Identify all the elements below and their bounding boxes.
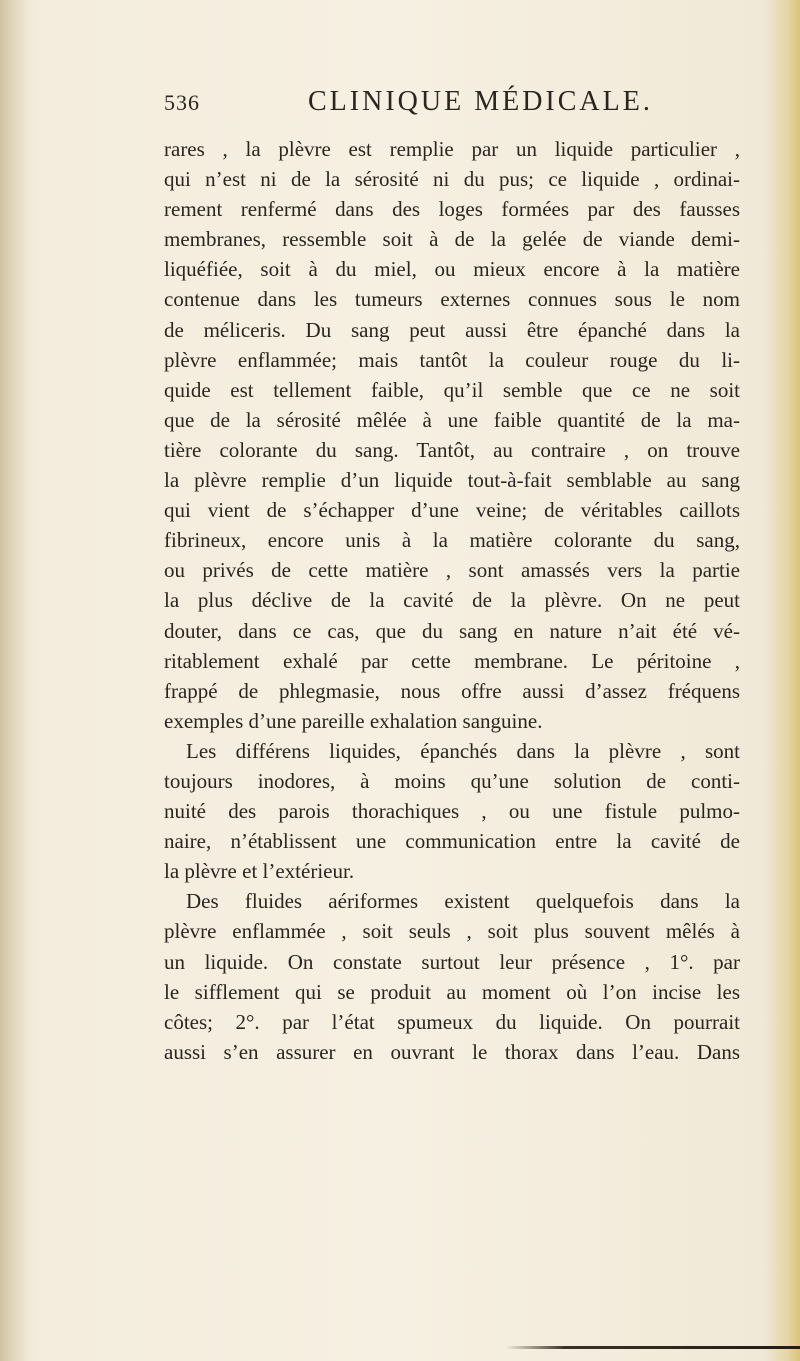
- page-bottom-rule: [505, 1346, 800, 1349]
- text-line: quide est tellement faible, qu’il semble que ce ne soit: [164, 377, 740, 402]
- text-line: la plus déclive de la cavité de la plèvre. On ne peut: [164, 588, 740, 613]
- page-header: [164, 86, 684, 126]
- text-line: douter, dans ce cas, que du sang en nature n’ait été vé-: [164, 618, 740, 643]
- page-number: 536: [164, 90, 200, 115]
- text-line: naire, n’établissent une communication entre la cavité de: [164, 829, 740, 854]
- text-line: exemples d’une pareille exhalation sanguine.: [164, 708, 543, 733]
- running-title: CLINIQUE MÉDICALE.: [308, 86, 653, 117]
- text-line: rement renfermé dans des loges formées par des fausses: [164, 197, 740, 222]
- text-line: ritablement exhalé par cette membrane. Le péritoine ,: [164, 648, 740, 673]
- text-line: la plèvre remplie d’un liquide tout-à-fait semblable au sang: [164, 468, 740, 493]
- text-line: plèvre enflammée; mais tantôt la couleur rouge du li-: [164, 347, 740, 372]
- text-line: de méliceris. Du sang peut aussi être épanché dans la: [164, 317, 740, 342]
- text-line: frappé de phlegmasie, nous offre aussi d’assez fréquens: [164, 678, 740, 703]
- text-line: qui vient de s’échapper d’une veine; de véritables caillots: [164, 498, 740, 523]
- text-line: fibrineux, encore unis à la matière colorante du sang,: [164, 528, 740, 553]
- text-line: la plèvre et l’extérieur.: [164, 859, 355, 884]
- body-text: [164, 134, 740, 1067]
- text-line: contenue dans les tumeurs externes connues sous le nom: [164, 287, 740, 312]
- text-line: tière colorante du sang. Tantôt, au contraire , on trouve: [164, 437, 740, 462]
- text-line: nuité des parois thorachiques , ou une fistule pulmo-: [164, 799, 740, 824]
- text-line: ou privés de cette matière , sont amassés vers la partie: [164, 558, 740, 583]
- text-line: plèvre enflammée , soit seuls , soit plus souvent mêlés à: [164, 919, 740, 944]
- text-line: que de la sérosité mêlée à une faible quantité de la ma-: [164, 407, 740, 432]
- text-line: côtes; 2°. par l’état spumeux du liquide. On pourrait: [164, 1009, 740, 1034]
- text-line: un liquide. On constate surtout leur présence , 1°. par: [164, 949, 740, 974]
- text-line: Les différens liquides, épanchés dans la plèvre , sont: [186, 738, 740, 763]
- text-line: toujours inodores, à moins qu’une solution de conti-: [164, 768, 740, 793]
- text-line: membranes, ressemble soit à de la gelée de viande demi-: [164, 227, 740, 252]
- text-line: le sifflement qui se produit au moment où l’on incise les: [164, 979, 740, 1004]
- page-gutter: [0, 0, 28, 1361]
- page-edge: [766, 0, 800, 1361]
- text-line: rares , la plèvre est remplie par un liquide particulier ,: [164, 137, 740, 161]
- text-line: liquéfiée, soit à du miel, ou mieux encore à la matière: [164, 257, 740, 282]
- text-line: qui n’est ni de la sérosité ni du pus; ce liquide , ordinai-: [164, 167, 740, 192]
- text-line: Des fluides aériformes existent quelquefois dans la: [186, 889, 740, 914]
- text-line: aussi s’en assurer en ouvrant le thorax dans l’eau. Dans: [164, 1039, 740, 1064]
